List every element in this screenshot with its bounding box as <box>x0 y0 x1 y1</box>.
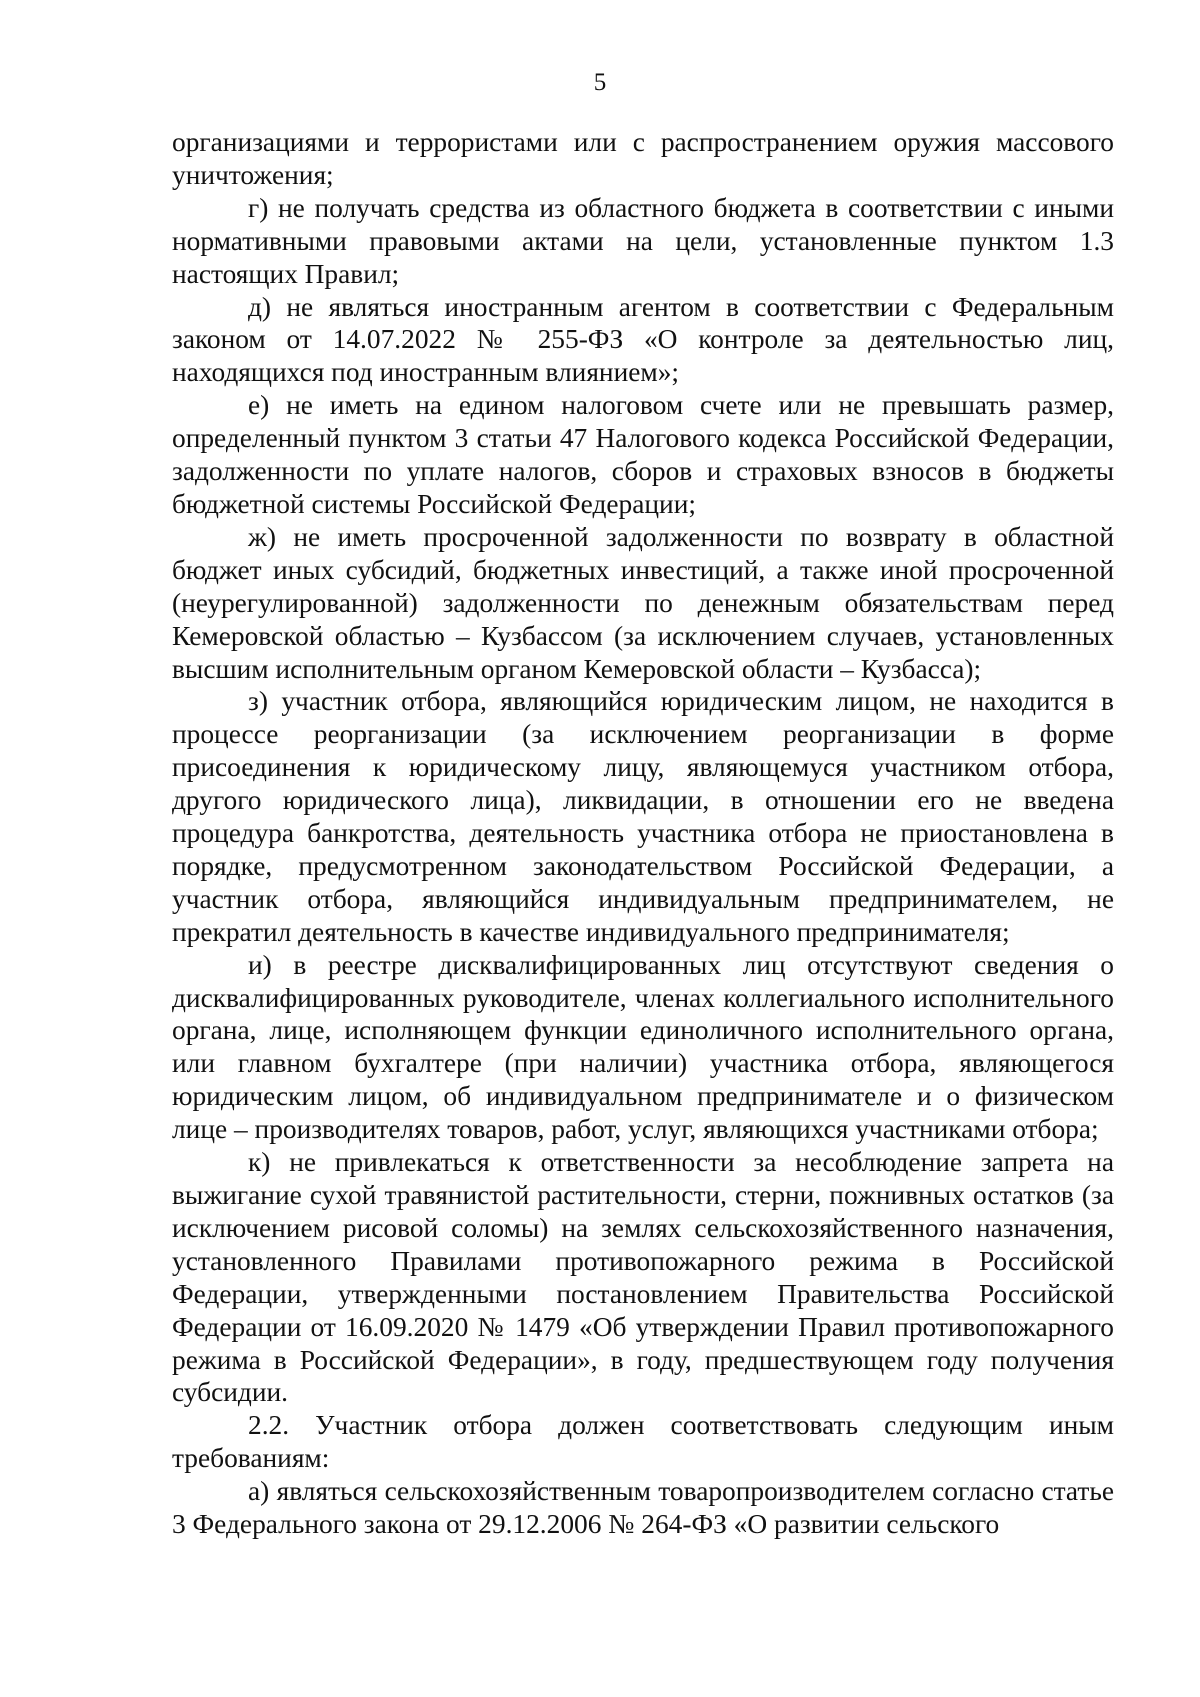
paragraph-item-g: г) не получать средства из областного бюджета в соответствии с иными нормативными правовыми актами на цели, установленные пунктом 1.3 настоящих Правил; <box>172 192 1114 289</box>
paragraph-continuation: организациями и террористами или с распространением оружия массового уничтожения; <box>172 127 1114 190</box>
page-number: 5 <box>593 69 607 96</box>
paragraph-item-zh: ж) не иметь просроченной задолженности по возврату в областной бюджет иных субсидий, бюджетных инвестиций, а также иной просроченной (неурегулированной) задолженности по денежным обязательствам перед Кемеровской областью – Кузбассом (за исключением случаев, установленных высшим исполнительным органом Кемеровской области – Кузбасса); <box>172 521 1114 684</box>
paragraph-item-i: и) в реестре дисквалифицированных лиц отсутствуют сведения о дисквалифицированных руководителе, членах коллегиального исполнительного органа, лице, исполняющем функции единоличного исполнительного органа, или главном бухгалтере (при наличии) участника отбора, являющегося юридическим лицом, об индивидуальном предпринимателе и о физическом лице – производителях товаров, работ, услуг, являющихся участниками отбора; <box>172 949 1114 1145</box>
paragraph-item-z: з) участник отбора, являющийся юридическим лицом, не находится в процессе реорганизации (за исключением реорганизации в форме присоединения к юридическому лицу, являющемуся участником отбора, другого юридического лица), ликвидации, в отношении его не введена процедура банкротства, деятельность участника отбора не приостановлена в порядке, предусмотренном законодательством Российской Федерации, а участник отбора, являющийся индивидуальным предпринимателем, не прекратил деятельность в качестве индивидуального предпринимателя; <box>172 686 1114 947</box>
paragraph-item-e: е) не иметь на едином налоговом счете или не превышать размер, определенный пунктом 3 статьи 47 Налогового кодекса Российской Федерации, задолженности по уплате налогов, сборов и страховых взносов в бюджеты бюджетной системы Российской Федерации; <box>172 390 1114 519</box>
paragraph-section-2-2: 2.2. Участник отбора должен соответствовать следующим иным требованиям: <box>172 1410 1114 1474</box>
paragraph-item-d: д) не являться иностранным агентом в соответствии с Федеральным законом от 14.07.2022 № 255-ФЗ «О контроле за деятельностью лиц, находящихся под иностранным влиянием»; <box>172 291 1114 388</box>
paragraph-item-k: к) не привлекаться к ответственности за несоблюдение запрета на выжигание сухой травянистой растительности, стерни, пожнивных остатков (за исключением рисовой соломы) на землях сельскохозяйственного назначения, установленного Правилами противопожарного режима в Российской Федерации, утвержденными постановлением Правительства Российской Федерации от 16.09.2020 № 1479 «Об утверждении Правил противопожарного режима в Российской Федерации», в году, предшествующем году получения субсидии. <box>172 1147 1114 1408</box>
paragraph-item-a: а) являться сельскохозяйственным товаропроизводителем согласно статье 3 Федерального закона от 29.12.2006 № 264-ФЗ «О развитии сельского <box>172 1476 1114 1540</box>
document-body <box>172 126 1114 1541</box>
